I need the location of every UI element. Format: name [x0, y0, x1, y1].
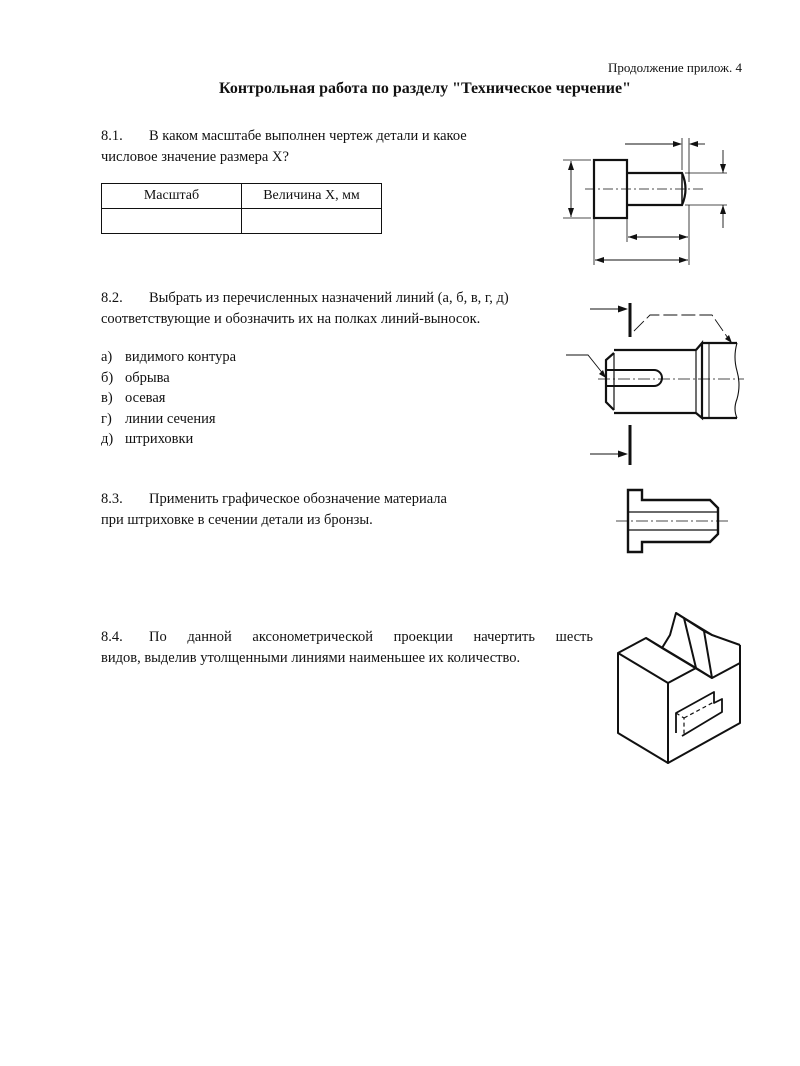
table-header-scale: Масштаб [102, 184, 242, 209]
question-text-line: при штриховке в сечении детали из бронзы. [101, 512, 373, 528]
question-text-line: соответствующие и обозначить их на полках линий-выносок. [101, 311, 481, 327]
appendix-reference: Продолжение прилож. 4 [607, 60, 742, 75]
table-header-value: Величина Х, мм [242, 184, 382, 209]
drawing-8-4-isometric-block [604, 605, 754, 770]
question-8-3 [101, 489, 447, 531]
list-item: в) осевая [101, 390, 166, 406]
list-item: д) штриховки [101, 431, 194, 447]
question-text-line: видов, выделив утолщенными линиями наименьшее их количество. [101, 650, 521, 666]
question-text-line: По данной аксонометрической проекции начертить шесть [149, 629, 593, 645]
list-item: а) видимого контура [101, 349, 237, 365]
question-number: 8.4. [101, 629, 123, 645]
question-number: 8.2. [101, 290, 123, 306]
question-number: 8.3. [101, 491, 123, 507]
line-options-list [101, 347, 236, 450]
drawing-8-2-shaft [562, 293, 744, 468]
question-text-line: числовое значение размера Х? [101, 149, 289, 165]
page-title: Контрольная работа по разделу "Техническое черчение" [219, 80, 631, 97]
question-8-2 [101, 288, 509, 330]
question-8-4 [101, 627, 593, 669]
question-text-line: Применить графическое обозначение материала [149, 491, 447, 507]
question-text-line: Выбрать из перечисленных назначений линий (а, б, в, г, д) [149, 290, 509, 306]
question-text-line: В каком масштабе выполнен чертеж детали и какое [149, 128, 467, 144]
table-cell-value[interactable] [242, 209, 382, 234]
drawing-8-3-sleeve [612, 484, 732, 559]
table-cell-scale[interactable] [102, 209, 242, 234]
drawing-8-1-part [555, 130, 745, 270]
list-item: б) обрыва [101, 369, 170, 386]
question-8-1 [101, 126, 467, 168]
answer-table [101, 183, 382, 234]
question-number: 8.1. [101, 128, 123, 144]
list-item: г) линии сечения [101, 410, 216, 427]
